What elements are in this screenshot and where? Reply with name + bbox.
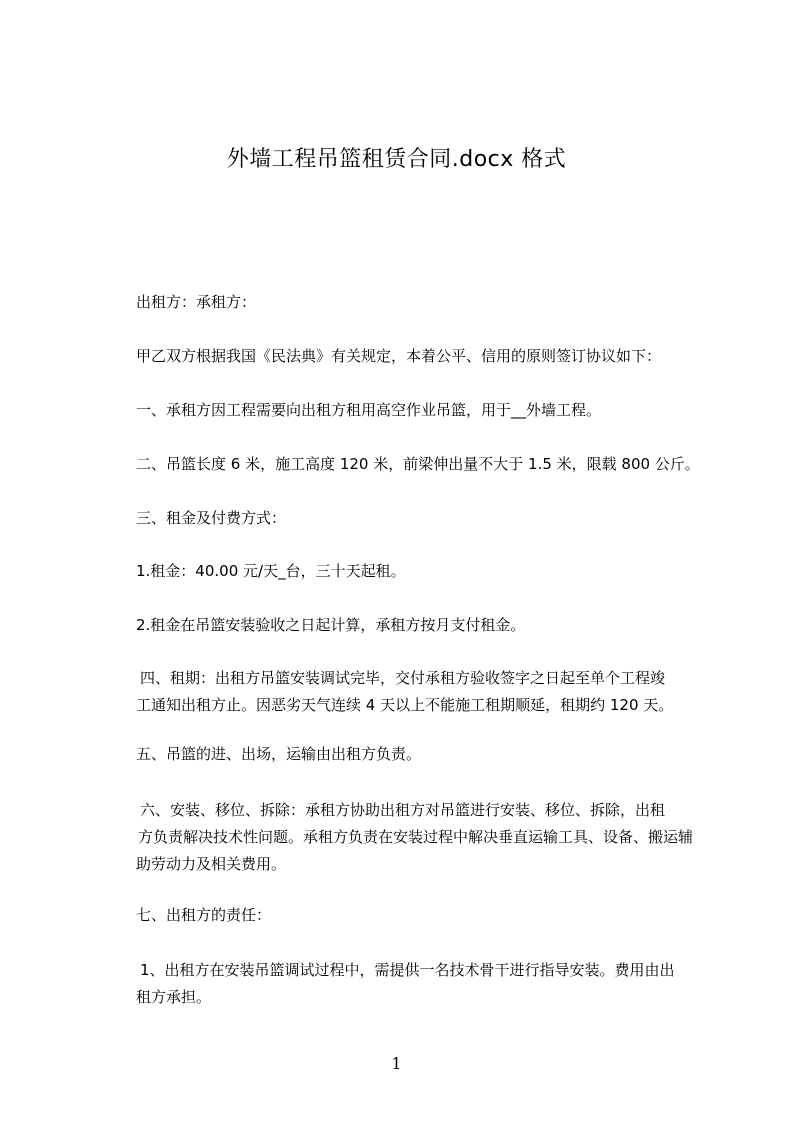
clause-2 [136,451,716,478]
paragraph-line: 1、出租方在安装吊篮调试过程中，需提供一名技术骨干进行指导安装。费用由出 [140,961,675,979]
paragraph-line: 1.租金：40.00 元/天_台，三十天起租。 [136,562,406,580]
clause-3 [136,505,716,532]
paragraph-line: 工通知出租方止。因恶劣天气连续 4 天以上不能施工租期顺延，租期约 120 天。 [136,696,674,714]
paragraph-line: 出租方：承租方： [136,293,257,311]
clause-7-item-1 [136,957,716,1011]
paragraph-line: 三、租金及付费方式： [136,509,287,527]
clause-3-item-1 [136,558,716,585]
paragraph-line: 甲乙双方根据我国《民法典》有关规定，本着公平、信用的原则签订协议如下： [136,347,662,365]
paragraph-line: 七、出租方的责任： [136,906,272,924]
clause-4 [136,665,716,719]
clause-5 [136,741,716,768]
clause-3-item-2 [136,612,716,639]
paragraph-line: 2.租金在吊篮安装验收之日起计算，承租方按月支付租金。 [136,616,526,634]
paragraph-line: 方负责解决技术性问题。承租方负责在安装过程中解决垂直运输工具、设备、搬运辅 [138,828,694,846]
paragraph-line: 助劳动力及相关费用。 [136,855,287,873]
paragraph-line: 六、安装、移位、拆除：承租方协助出租方对吊篮进行安装、移位、拆除，出租 [140,801,666,819]
document-title: 外墙工程吊篮租赁合同.docx 格式 [226,147,567,172]
clause-1 [136,397,716,424]
page-number: 1 [391,1054,402,1073]
paragraph-line: 租方承担。 [136,988,212,1006]
preamble-paragraph [136,343,716,370]
paragraph-line: 五、吊篮的进、出场，运输由出租方负责。 [136,745,422,763]
paragraph-line: 四、租期：出租方吊篮安装调试完毕，交付承租方验收签字之日起至单个工程竣 [140,669,666,687]
clause-6 [136,797,716,878]
paragraph-line: 一、承租方因工程需要向出租方租用高空作业吊篮，用于__外墙工程。 [136,401,602,419]
clause-7 [136,902,716,929]
paragraph-line: 二、吊篮长度 6 米，施工高度 120 米，前梁伸出量不大于 1.5 米，限载 800 公斤。 [136,455,700,473]
parties-line [136,289,716,316]
